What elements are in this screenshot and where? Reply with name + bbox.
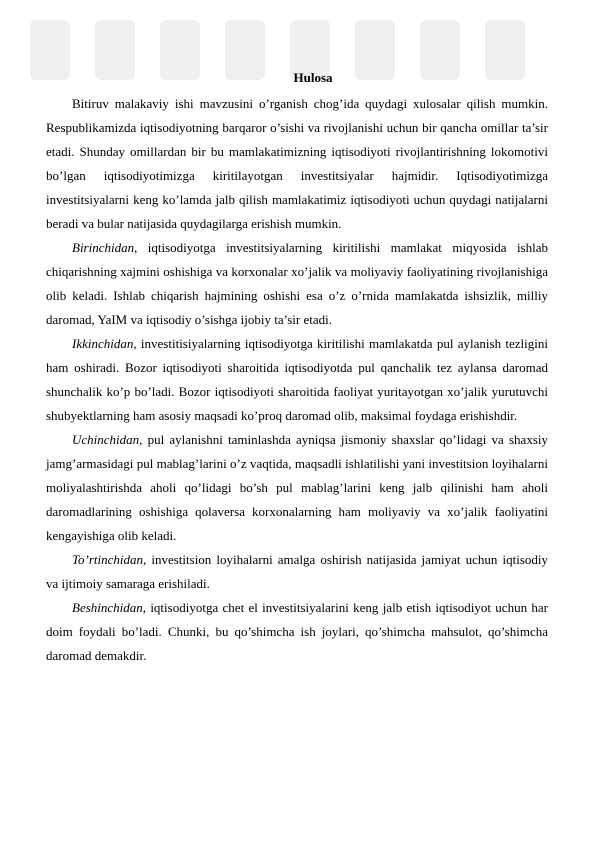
paragraph-lead: Uchinchidan, — [72, 432, 143, 447]
paragraph-first — [46, 236, 548, 332]
paragraph-text: investitsion loyihalarni amalga oshirish natijasida jamiyat uchun iqtisodiy va ijtimoiy samaraga erishiladi. — [46, 552, 548, 591]
paragraph-lead: Beshinchidan, — [72, 600, 147, 615]
paragraph-lead: Birinchidan — [72, 240, 135, 255]
paragraph-lead: Ikkinchidan, — [72, 336, 137, 351]
paragraph-text: pul aylanishni taminlashda ayniqsa jismoniy shaxslar qo’lidagi va shaxsiy jamg’armasidagi pul mablag’larini o’z vaqtida, maqsadli ishlatilishi yani investitsion loyihalarni moliyalashtirishda aholi qo’lidagi bo’sh pul mablag’larini keng jalb qilinishi ham aholi daromadlarining oshishiga qolaversa korxonalarning ham moliyaviy va xo’jalik faoliyatini kengayishiga olib keladi. — [46, 432, 548, 543]
page-title: Hulosa — [293, 70, 333, 85]
document-body — [46, 66, 548, 668]
paragraph-fifth — [46, 596, 548, 668]
paragraph-text: iqtisodiyotga chet el investitsiyalarini keng jalb etish iqtisodiyot uchun har doim foydali bo’ladi. Chunki, bu qo’shimcha ish joylari, qo’shimcha mahsulot, qo’shimcha daromad demakdir. — [46, 600, 548, 663]
paragraph-second — [46, 332, 548, 428]
paragraph-text: , iqtisodiyotga investitsiyalarning kiritilishi mamlakat miqyosida ishlab chiqarishning xajmini oshishiga va korxonalar xo’jalik va moliyaviy faoliyatining rivojlanishiga olib keladi. Ishlab chiqarish hajmining oshishi esa o’z o’rnida mamlakatda ishsizlik, milliy daromad, YaIM va iqtisodiy o’sishga ijobiy ta’sir etadi. — [46, 240, 548, 327]
paragraph-text: Bitiruv malakaviy ishi mavzusini o’rganish chog’ida quydagi xulosalar qilish mumkin. Respublikamizda iqtisodiyotning barqaror o’sishi va rivojlanishi uchun bir qancha omillar ta’sir etadi. Shunday omillardan bir bu mamlakatimizning iqtisodiyoti rivojlantirishning lokomotivi bo’lgan iqtisodiyotimizga kiritilayotgan investitsiyalar hajmidir. Iqtisodiyotimizga investitsiyalarni keng ko’lamda jalb qilish mamlakatimiz iqtisodiyoti uchun quydagi natijalarni beradi va bular natijasida quydagilarga erishish mumkin. — [46, 96, 548, 231]
paragraph-text: investitisiyalarning iqtisodiyotga kiritilishi mamlakatda pul aylanish tezligini ham oshiradi. Bozor iqtisodiyoti sharoitida iqtisodiyotda pul qanchalik tez aylansa daromad shunchalik ko’p bo’ladi. Bozor iqtisodiyoti sharoitida faoliyat yuritayotgan xo’jalik yurutuvchi shubyektlarning ham asosiy maqsadi ko’proq daromad olib, maksimal foydaga erishishdir. — [46, 336, 548, 423]
paragraph-intro — [46, 92, 548, 236]
paragraph-third — [46, 428, 548, 548]
paragraph-lead: To’rtinchidan, — [72, 552, 147, 567]
paragraph-fourth — [46, 548, 548, 596]
